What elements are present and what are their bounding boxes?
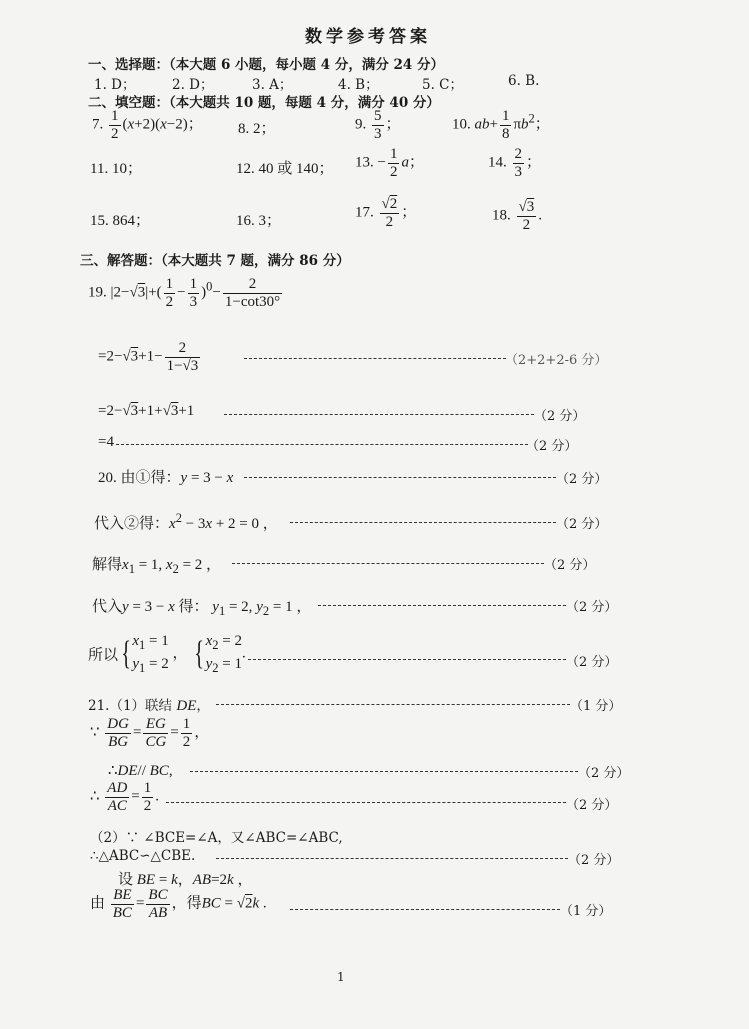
q21-part1: 21.（1）联结 DE，: [88, 698, 210, 714]
q21-result: 由 $\frac{BE}{BC}$ = $\frac{BC}{AB}$ ，得BC = √2k .: [90, 887, 267, 921]
answer-5: 5. C；: [422, 77, 464, 93]
q20-step2: 代入②得：$x^2 - 3x + 2 = 0$ ，: [94, 511, 278, 532]
q21-dash2: [190, 771, 578, 772]
fill-q17: 17. $\frac{√2}{2}$ ；: [355, 196, 417, 230]
answer-4: 4. B；: [338, 77, 379, 93]
q21-parallel: ∴DE// BC,: [108, 763, 173, 779]
q19-step3: =4: [98, 434, 114, 450]
q21-let: 设 BE = k，AB=2k ，: [118, 872, 253, 888]
q20-dash1: [244, 477, 556, 478]
q21-dash1: [216, 704, 570, 705]
q21-score4: （2 分）: [568, 853, 620, 868]
q19-score1: （2+2+2-6 分）: [505, 353, 608, 368]
fill-q13: 13. − $\frac{1}{2}$ a；: [355, 146, 424, 180]
q20-score2: （2 分）: [556, 517, 608, 532]
page-title: 数学参考答案: [305, 27, 431, 47]
answer-6: 6. B.: [508, 73, 540, 89]
fill-q8: 8. 2；: [238, 121, 276, 137]
q19-expression: 19. |2−√3|+( $\frac{1}{2}$ − $\frac{1}{3}$ )$^0$− $\frac{2}{1-\cot 30^\circ}$: [88, 276, 281, 310]
q20-dash2: [290, 522, 556, 523]
q20-step3: 解得$x_1 = 1$, $x_2 = 2$ ，: [92, 557, 222, 576]
q20-step5: 所以{$x_1 = 1$ $y_1 = 2$ ， {$x_2 = 2$ $y_2 = 1$.: [88, 633, 246, 675]
q21-ratio: ∵ $\frac{DG}{BG}$ = $\frac{EG}{CG}$ = $\frac{1}{2}$ ，: [90, 716, 210, 750]
fill-q9: 9. $\frac{5}{3}$ ；: [355, 108, 401, 142]
q21-score5: （1 分）: [560, 904, 612, 919]
q21-dash3: [166, 802, 566, 803]
fill-q11: 11. 10；: [90, 161, 142, 177]
fill-q10: 10. ab+ $\frac{1}{8}$ $\pi b^2$；: [452, 108, 550, 142]
fill-q16: 16. 3；: [236, 213, 282, 229]
q19-dash2: [224, 414, 534, 415]
q19-step2: =2−√3+1+√3+1: [98, 403, 195, 419]
q19-score3: （2 分）: [526, 439, 578, 454]
answer-2: 2. D；: [172, 77, 214, 93]
section-2-header: 二、填空题：（本大题共 10 题，每题 4 分，满分 40 分）: [88, 95, 440, 111]
q19-dash1: [244, 358, 506, 359]
q21-similar: ∴△ABC∽△CBE.: [90, 848, 196, 864]
answer-3: 3. A；: [252, 77, 293, 93]
q20-dash4: [318, 605, 566, 606]
q21-score2: （2 分）: [578, 766, 630, 781]
fill-q14: 14. $\frac{2}{3}$ ；: [488, 146, 542, 180]
fill-q15: 15. 864；: [90, 213, 151, 229]
q21-score3: （2 分）: [566, 798, 618, 813]
q20-score1: （2 分）: [556, 472, 608, 487]
section-3-header: 三、解答题：（本大题共 7 题，满分 86 分）: [80, 253, 350, 269]
q20-score3: （2 分）: [544, 558, 596, 573]
q21-ad-ac: ∴ $\frac{AD}{AC}$ = $\frac{1}{2}$ .: [90, 780, 160, 814]
q19-dash3: [116, 444, 528, 445]
q20-step4: 代入y = 3 − x 得： $y_1 = 2$, $y_2 = 1$ ，: [92, 599, 312, 618]
q20-step1: 20. 由①得：y = 3 − x: [98, 470, 234, 486]
section-1-header: 一、选择题：（本大题 6 小题，每小题 4 分，满分 24 分）: [88, 57, 445, 73]
fill-q12: 12. 40 或 140；: [236, 161, 334, 177]
q20-score5: （2 分）: [566, 655, 618, 670]
q21-dash5: [290, 909, 560, 910]
fill-q7: 7. $\frac{1}{2}$ (x+2)(x−2)；: [92, 108, 203, 142]
q21-part2: （2）∵ ∠BCE=∠A，又∠ABC=∠ABC,: [90, 830, 343, 846]
q19-score2: （2 分）: [534, 409, 586, 424]
q20-dash5: [248, 659, 566, 660]
q20-score4: （2 分）: [566, 600, 618, 615]
page-number: 1: [337, 970, 345, 984]
q21-dash4: [216, 858, 568, 859]
q19-step1: =2−√3+1− $\frac{2}{1-√3}$: [98, 340, 199, 374]
fill-q18: 18. $\frac{√3}{2}$ .: [492, 199, 542, 233]
answer-1: 1. D；: [94, 77, 136, 93]
q21-score1: （1 分）: [570, 699, 622, 714]
q20-dash3: [232, 563, 544, 564]
